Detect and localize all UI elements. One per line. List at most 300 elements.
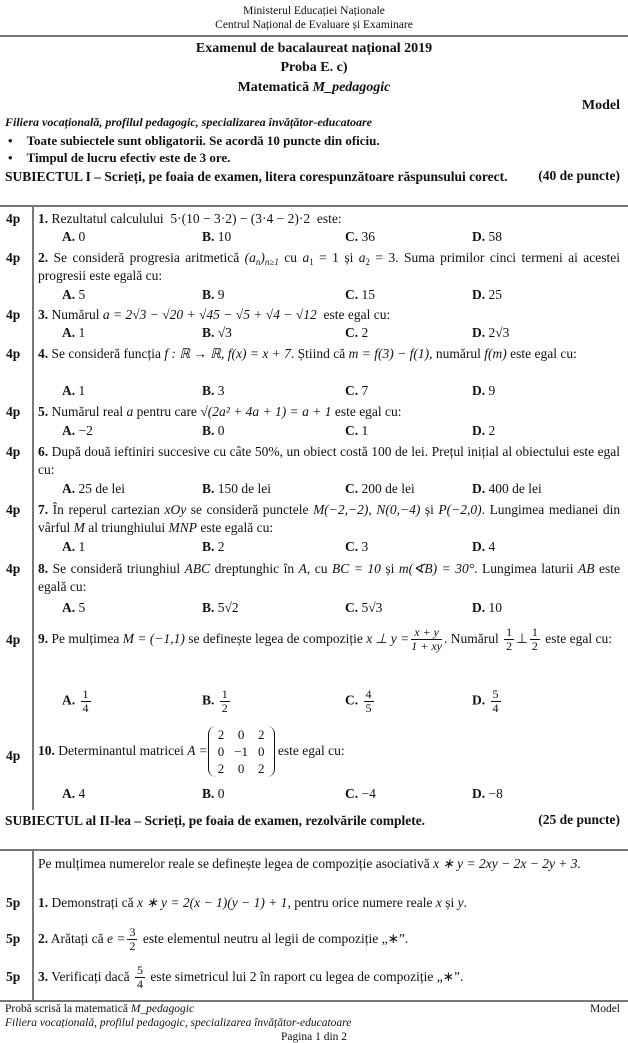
option-value: 4 <box>488 539 496 554</box>
s2-item2-points: 5p <box>6 931 21 946</box>
q-si: și <box>344 250 354 265</box>
q-text: Se consideră progresia aritmetică <box>53 250 240 265</box>
subject-title <box>0 80 628 96</box>
model-label: Model <box>581 98 620 113</box>
q-mid: , un obiect costă <box>279 444 368 459</box>
q1-option-b[interactable] <box>202 229 231 245</box>
q3-option-b[interactable] <box>202 325 232 341</box>
q-tail: în raport cu legea de compoziție „∗”. <box>259 969 464 984</box>
option-value: 5 <box>78 600 86 615</box>
q3-points: 4p <box>6 307 21 322</box>
q-num: 1. <box>38 895 49 910</box>
bullet-1: • Toate subiectele sunt obligatorii. Se acordă 10 puncte din oficiu. <box>8 133 380 148</box>
q-tail2: este egală cu: <box>38 561 621 594</box>
q5-option-a[interactable] <box>62 423 93 439</box>
option-label: A. <box>62 692 76 708</box>
bullet-2: • Timpul de lucru efectiv este de 3 ore. <box>8 150 231 165</box>
q6-option-c[interactable] <box>345 481 415 497</box>
section2-vertical-rule <box>32 850 34 1000</box>
filiera-line: Filiera vocațională, profilul pedagogic, specializarea învățător-educatoare <box>5 115 372 129</box>
option-label: A. <box>62 229 76 244</box>
frac-top: 3 <box>129 925 136 940</box>
q-num: 10. <box>38 743 55 758</box>
option-label: C. <box>345 600 359 615</box>
q-tail: . Suma primilor cinci termeni ai acestei progresii este egală cu: <box>38 250 621 283</box>
q-tail: este egal cu: <box>277 743 345 758</box>
q-text: Numărul <box>51 307 100 322</box>
option-label: A. <box>62 786 76 801</box>
matrix-cell: 0 <box>258 744 265 760</box>
q-num: 5. <box>38 404 49 419</box>
frac-bot: 4 <box>492 701 499 715</box>
option-label: D. <box>472 287 486 302</box>
option-value: 25 <box>488 287 502 302</box>
intro-text: Pe mulțimea numerelor reale se definește legea de compoziție asociativă <box>38 856 430 871</box>
q8-option-a[interactable] <box>62 600 85 616</box>
q5-option-b[interactable] <box>202 423 225 439</box>
option-label: D. <box>472 383 486 398</box>
matrix-cell: 2 <box>217 727 225 743</box>
q-mid: . Știind că <box>290 346 346 361</box>
option-label: C. <box>345 423 359 438</box>
option-value: −2 <box>78 423 93 438</box>
option-label: D. <box>472 600 486 615</box>
a2-sub: 2 <box>365 257 370 267</box>
q3-option-a[interactable] <box>62 325 85 341</box>
option-label: B. <box>202 287 215 302</box>
q-tail: este egal cu: <box>334 404 402 419</box>
proba-title: Proba E. c) <box>280 60 348 75</box>
option-label: C. <box>345 786 359 801</box>
option-label: A. <box>62 423 76 438</box>
q-num: 3. <box>38 307 49 322</box>
option-label: C. <box>345 481 359 496</box>
q2-option-b[interactable] <box>202 287 225 303</box>
q2-option-a[interactable] <box>62 287 85 303</box>
question-10 <box>38 722 620 780</box>
q-tail: este elementul neutru al legii de compoziție „∗”. <box>142 931 409 946</box>
q-tail: . Lungimea medianei din vârful <box>38 502 621 535</box>
option-label: B. <box>202 692 215 708</box>
option-label: A. <box>62 539 76 554</box>
q5-option-c[interactable] <box>345 423 368 439</box>
option-label: C. <box>345 325 359 340</box>
frac-bot: 1 + xy <box>411 639 442 654</box>
q-tail2: al triunghiului <box>88 520 166 535</box>
question-8 <box>38 560 620 596</box>
expr-part: (a <box>244 250 256 265</box>
q4-option-a[interactable] <box>62 383 85 399</box>
q-mid2: , cu <box>306 561 328 576</box>
q-num: 9. <box>38 631 49 646</box>
header-rule <box>0 35 628 37</box>
option-label: C. <box>345 229 359 244</box>
option-label: B. <box>202 481 215 496</box>
q-expr2: 100 <box>371 444 392 459</box>
q-var: a <box>126 404 134 419</box>
a2-val: = 3 <box>370 250 396 265</box>
q-var2: A <box>298 561 307 576</box>
q-si: și <box>445 895 455 910</box>
option-value: 1 <box>78 539 86 554</box>
q-text: Verificați dacă <box>51 969 130 984</box>
q-mid: cu <box>284 250 298 265</box>
q5-points: 4p <box>6 404 21 419</box>
q-tail: , pentru orice numere reale <box>287 895 433 910</box>
q9-option-a[interactable] <box>62 688 93 715</box>
a1-val: = 1 <box>313 250 339 265</box>
q1-option-c[interactable] <box>345 229 375 245</box>
q-text: Rezultatul calculului <box>51 211 164 226</box>
option-label: D. <box>472 481 486 496</box>
option-label: D. <box>472 423 486 438</box>
option-label: C. <box>345 383 359 398</box>
q-num: 3. <box>38 969 49 984</box>
exam-title: Examenul de bacalaureat național 2019 <box>195 41 433 56</box>
q10-points: 4p <box>6 748 21 763</box>
q-expr3: f(m) <box>484 346 507 361</box>
matrix-cell: 2 <box>258 761 265 777</box>
q-expr: f : ℝ → ℝ, f(x) = x + 7 <box>164 346 291 361</box>
q-si: și <box>385 561 395 576</box>
q1-option-d[interactable] <box>472 229 502 245</box>
q-var: ABC <box>184 561 211 576</box>
q10-option-c[interactable] <box>345 786 376 802</box>
option-label: C. <box>345 287 359 302</box>
option-value: 0 <box>217 423 225 438</box>
q5-option-d[interactable] <box>472 423 495 439</box>
q8-option-d[interactable] <box>472 600 502 616</box>
option-label: B. <box>202 539 215 554</box>
footer-plain: Probă scrisă la matematică <box>5 1003 131 1015</box>
q-expr2: x ⊥ y = <box>366 631 410 646</box>
option-fraction <box>364 688 374 715</box>
question-7: 7. În reperul cartezian xOy se consideră punctele M(−2,−2), N(0,−4) și P(−2,0). Lungimea medianei din vârful M al triunghiului MNP este egală cu: <box>38 502 621 535</box>
option-value: 150 de lei <box>217 481 272 496</box>
s2-item-2 <box>38 922 620 956</box>
a2-var: a <box>358 250 366 265</box>
frac-bot: 4 <box>82 701 89 715</box>
q-expr: 50% <box>254 444 280 459</box>
option-value: 5√3 <box>361 600 383 615</box>
option-label: A. <box>62 600 76 615</box>
q-expr: BC = 10 <box>331 561 381 576</box>
q3-option-c[interactable] <box>345 325 368 341</box>
point-m: M(−2,−2) <box>313 502 369 517</box>
q-expr: e = <box>106 931 126 946</box>
option-value: 2√3 <box>488 325 510 340</box>
point-n: N(0,−4) <box>376 502 421 517</box>
q7-option-d[interactable] <box>472 539 495 555</box>
frac-top: 1 <box>531 625 538 640</box>
option-value: 0 <box>217 786 225 801</box>
q-num: 8. <box>38 561 49 576</box>
q-mid: se consideră punctele <box>190 502 309 517</box>
q-var3: MNP <box>168 520 197 535</box>
option-value: √3 <box>217 325 232 340</box>
option-value: 2 <box>488 423 496 438</box>
option-label: A. <box>62 325 76 340</box>
footer-italic: M_pedagogic <box>130 1003 195 1015</box>
subject-plain: Matematică <box>237 80 313 95</box>
option-value: 3 <box>217 383 225 398</box>
option-value: 3 <box>361 539 369 554</box>
page-number: Pagina 1 din 2 <box>280 1031 348 1043</box>
option-value: 10 <box>488 600 502 615</box>
option-label: D. <box>472 229 486 244</box>
option-value: −4 <box>361 786 376 801</box>
q9-option-c[interactable] <box>345 688 376 715</box>
option-label: B. <box>202 229 215 244</box>
q6-option-b[interactable] <box>202 481 271 497</box>
option-value: 5√2 <box>217 600 239 615</box>
option-label: D. <box>472 325 486 340</box>
q-expr2: m(∢B) = 30° <box>398 561 475 576</box>
q4-option-b[interactable] <box>202 383 225 399</box>
option-value: 0 <box>78 229 86 244</box>
option-label: A. <box>62 383 76 398</box>
matrix-row <box>213 726 270 743</box>
footer-model: Model <box>589 1003 620 1015</box>
bullet-text-2: Timpul de lucru efectiv este de 3 ore. <box>26 150 231 165</box>
q-text: Numărul real <box>51 404 124 419</box>
option-value: 400 de lei <box>488 481 542 496</box>
section1-points: (40 de puncte) <box>538 168 620 183</box>
matrix-cell: 2 <box>217 761 225 777</box>
q-mid2: . Numărul <box>444 631 499 646</box>
q3-option-d[interactable] <box>472 325 509 341</box>
question-2 <box>38 249 620 285</box>
question-9 <box>38 624 620 654</box>
q-expr <box>245 250 279 265</box>
frac-bot: 5 <box>365 701 372 715</box>
q-num: 6. <box>38 444 49 459</box>
q4-option-c[interactable] <box>345 383 368 399</box>
q-tail: de lei. Prețul inițial al obiectului este egal cu: <box>38 444 621 477</box>
option-value: 9 <box>488 383 496 398</box>
option-value: 36 <box>361 229 375 244</box>
q2-option-d[interactable] <box>472 287 502 303</box>
q-mid: dreptunghic în <box>214 561 295 576</box>
composition-fraction <box>411 626 442 653</box>
section1-title: SUBIECTUL I – Scrieți, pe foaia de examen, litera corespunzătoare răspunsului corect. <box>5 169 508 184</box>
option-value: 25 de lei <box>78 481 125 496</box>
section2-points: (25 de puncte) <box>538 812 620 827</box>
footer-line-1 <box>5 1003 194 1015</box>
option-label: A. <box>62 287 76 302</box>
option-value: 15 <box>361 287 375 302</box>
question-3 <box>38 306 620 324</box>
q10-option-a[interactable] <box>62 786 85 802</box>
q4-option-d[interactable] <box>472 383 495 399</box>
option-value: 1 <box>361 423 369 438</box>
q6-option-d[interactable] <box>472 481 542 497</box>
q-tail3: este egală cu: <box>200 520 274 535</box>
option-value: 2 <box>217 539 225 554</box>
frac-top: 1 <box>506 625 513 640</box>
q-tail: este egal cu: <box>323 307 391 322</box>
frac-bot: 4 <box>136 977 143 992</box>
frac-top: 5 <box>492 687 499 701</box>
frac-bot: 2 <box>221 701 228 715</box>
question-1 <box>38 210 620 228</box>
q7-option-c[interactable] <box>345 539 368 555</box>
q1-option-a[interactable] <box>62 229 85 245</box>
q-num: 7. <box>38 502 49 517</box>
footer-rule <box>0 1000 628 1002</box>
option-label: B. <box>202 325 215 340</box>
q-expr: x ∗ y = 2(x − 1)(y − 1) + 1 <box>136 895 288 910</box>
q-expr: a = 2√3 − √20 + √45 − √5 + √4 − √12 <box>102 307 317 322</box>
option-value: 200 de lei <box>361 481 415 496</box>
matrix-row <box>213 760 270 777</box>
question-4 <box>38 345 620 363</box>
q2-option-c[interactable] <box>345 287 375 303</box>
option-fraction <box>220 688 230 715</box>
s2-item-1 <box>38 894 620 912</box>
q-num: 2. <box>38 931 49 946</box>
q-num: 2. <box>38 250 49 265</box>
s2-item-3 <box>38 960 620 994</box>
option-label: B. <box>202 600 215 615</box>
q2-points: 4p <box>6 250 21 265</box>
option-label: D. <box>472 786 486 801</box>
var-x: x <box>435 895 442 910</box>
q-text: După două ieftiniri succesive cu câte <box>51 444 252 459</box>
option-label: A. <box>62 481 76 496</box>
section1-rule <box>0 205 628 207</box>
q-tail: este egal cu: <box>510 346 577 361</box>
option-value: 4 <box>78 786 86 801</box>
matrix-cell: 0 <box>237 761 245 777</box>
q9-option-b[interactable] <box>202 688 232 715</box>
q10-option-d[interactable] <box>472 786 503 802</box>
frac-bot: 2 <box>506 639 513 654</box>
frac-bot: 2 <box>531 639 538 654</box>
q-mid: este simetricul lui <box>150 969 247 984</box>
frac-top: 1 <box>82 687 89 701</box>
matrix-cell: 0 <box>237 727 245 743</box>
q6-points: 4p <box>6 444 21 459</box>
section2-rule <box>0 849 628 851</box>
frac-bot: 2 <box>129 939 136 954</box>
subject-italic: M_pedagogic <box>312 80 391 95</box>
option-value: 7 <box>361 383 369 398</box>
q-mid2: , numărul <box>429 346 481 361</box>
matrix-row <box>213 743 270 760</box>
q-expr2: m = f(3) − f(1) <box>348 346 430 361</box>
option-label: B. <box>202 786 215 801</box>
q-tail: este egal cu: <box>545 631 612 646</box>
option-label: C. <box>345 692 359 708</box>
option-value: 10 <box>217 229 232 244</box>
neutral-fraction <box>127 926 137 953</box>
matrix-cell: 0 <box>217 744 225 760</box>
q-expr: M = (−1,1) <box>122 631 185 646</box>
q9-option-d[interactable] <box>472 688 503 715</box>
q-expr: 5·(10 − 3·2) − (3·4 − 2)·2 <box>170 211 311 226</box>
question-6 <box>38 443 620 479</box>
question-5 <box>38 403 620 421</box>
q-text: Se consideră funcția <box>51 346 161 361</box>
frac-top: 1 <box>221 687 228 701</box>
q7-option-b[interactable] <box>202 539 225 555</box>
q-text: Pe mulțimea <box>51 631 120 646</box>
q8-option-b[interactable] <box>202 600 239 616</box>
q1-points: 4p <box>6 211 21 226</box>
q6-option-a[interactable] <box>62 481 125 497</box>
a1-var: a <box>302 250 310 265</box>
option-value: 58 <box>488 229 502 244</box>
q-expr: A = <box>187 743 208 758</box>
q-mid: pentru care <box>136 404 197 419</box>
option-label: D. <box>472 692 486 708</box>
perp-symbol: ⊥ <box>516 631 528 646</box>
expr-sub: n≥1 <box>264 257 279 267</box>
q-num: 1. <box>38 211 49 226</box>
q-var3: AB <box>578 561 595 576</box>
q-tail: este: <box>316 211 342 226</box>
q8-option-c[interactable] <box>345 600 382 616</box>
bullet-text-1: Toate subiectele sunt obligatorii. Se acordă 10 puncte din oficiu. <box>26 133 380 148</box>
expr-sub: n <box>255 257 261 267</box>
footer-line-2: Filiera vocațională, profilul pedagogic, specializarea învățător-educatoare <box>5 1017 352 1029</box>
q-var: xOy <box>164 502 187 517</box>
frac-top: 4 <box>365 687 372 701</box>
a1-sub: 1 <box>309 257 314 267</box>
q9-points: 4p <box>6 632 21 647</box>
q-var2: M <box>73 520 85 535</box>
q7-points: 4p <box>6 502 21 517</box>
frac-top: x + y <box>411 626 442 640</box>
center-name: Centrul Național de Evaluare și Examinare <box>215 19 413 31</box>
q-text: Se consideră triunghiul <box>52 561 181 576</box>
q-end: . <box>463 895 467 910</box>
s2-item3-points: 5p <box>6 969 21 984</box>
option-value: 1 <box>78 325 86 340</box>
q-text: Determinantul matricei <box>58 743 184 758</box>
matrix-cell: −1 <box>234 744 249 760</box>
half-fraction-2 <box>530 626 540 653</box>
q-val: 2 <box>249 969 257 984</box>
option-label: B. <box>202 423 215 438</box>
q10-option-b[interactable] <box>202 786 225 802</box>
s2-item1-points: 5p <box>6 895 21 910</box>
q-si: și <box>424 502 434 517</box>
option-value: −8 <box>488 786 503 801</box>
option-fraction <box>491 688 501 715</box>
q-text: În reperul cartezian <box>52 502 160 517</box>
matrix-a <box>208 726 275 777</box>
section2-title: SUBIECTUL al II-lea – Scrieți, pe foaia de examen, rezolvările complete. <box>5 813 426 828</box>
symmetric-fraction <box>135 964 145 991</box>
q-text: Demonstrați că <box>51 895 134 910</box>
section1-vertical-rule <box>32 206 34 810</box>
intro-expr: x ∗ y = 2xy − 2x − 2y + 3. <box>433 856 581 871</box>
q-tail: . Lungimea laturii <box>474 561 574 576</box>
q7-option-a[interactable] <box>62 539 85 555</box>
option-label: C. <box>345 539 359 554</box>
option-fraction <box>81 688 91 715</box>
q8-points: 4p <box>6 561 21 576</box>
option-label: D. <box>472 539 486 554</box>
q-mid: se definește legea de compoziție <box>188 631 363 646</box>
matrix-cell: 2 <box>258 727 265 743</box>
frac-top: 5 <box>136 963 143 978</box>
expr-part: ) <box>260 250 265 265</box>
option-value: 2 <box>361 325 369 340</box>
q-text: Arătați că <box>50 931 104 946</box>
